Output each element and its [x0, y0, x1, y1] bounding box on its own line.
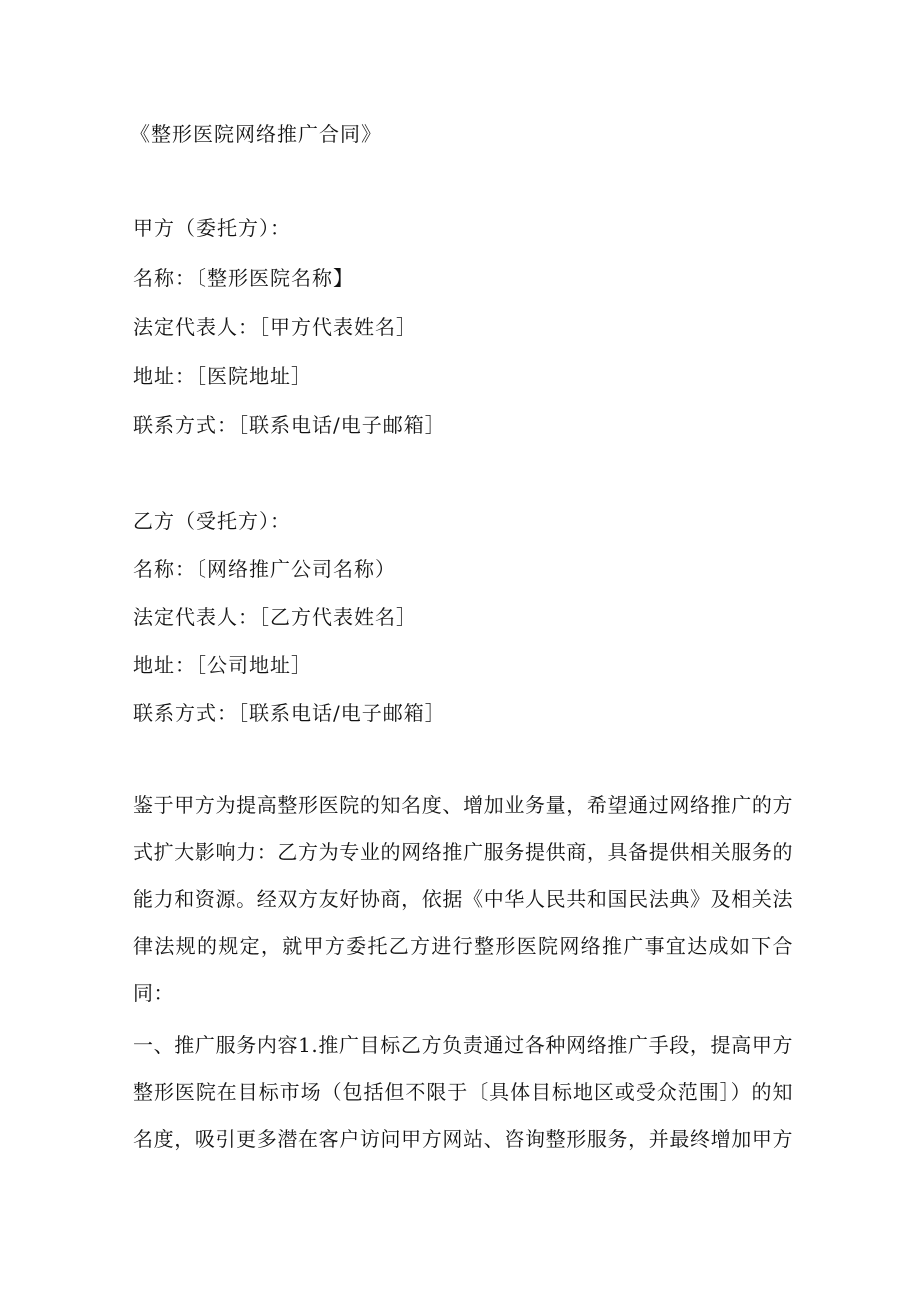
- party-a-heading: 甲方（委托方）：: [133, 216, 291, 240]
- section-1-paragraph: 一、推广服务内容1.推广目标乙方负责通过各种网络推广手段，提高甲方整形医院在目标市场（包括但不限于〔具体目标地区或受众范围］）的知名度，吸引更多潜在客户访问甲方网站、咨询整形服务，并最终增加甲方: [133, 1033, 793, 1151]
- party-a-name: 名称：〔整形医院名称】: [133, 266, 354, 290]
- party-a-address: 地址：［医院地址］: [133, 364, 312, 388]
- party-a-contact: 联系方式：［联系电话/电子邮箱］: [133, 413, 446, 437]
- party-b-name: 名称：〔网络推广公司名称）: [133, 557, 396, 581]
- party-a-representative: 法定代表人：［甲方代表姓名］: [133, 315, 417, 339]
- party-b-address: 地址：［公司地址］: [133, 653, 312, 677]
- party-b-heading: 乙方（受托方）：: [133, 509, 291, 533]
- party-b-representative: 法定代表人：［乙方代表姓名］: [133, 605, 417, 629]
- contract-title: 《整形医院网络推广合同》: [130, 122, 382, 146]
- preamble-paragraph: 鉴于甲方为提高整形医院的知名度、增加业务量，希望通过网络推广的方式扩大影响力：乙方为专业的网络推广服务提供商，具备提供相关服务的能力和资源。经双方友好协商，依据《中华人民共和国民法典》及相关法律法规的规定，就甲方委托乙方进行整形医院网络推广事宜达成如下合同：: [133, 793, 793, 1005]
- party-b-contact: 联系方式：［联系电话/电子邮箱］: [133, 701, 446, 725]
